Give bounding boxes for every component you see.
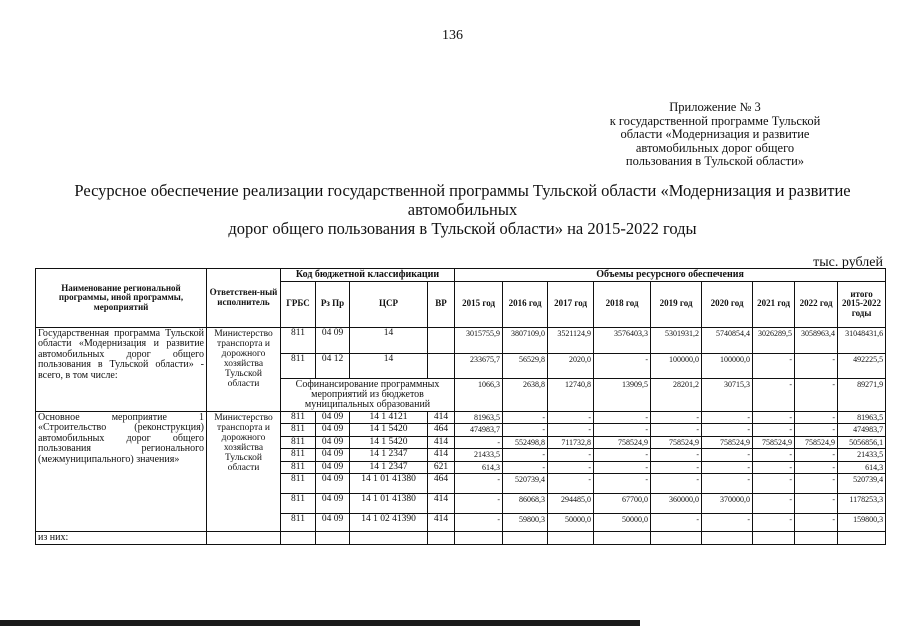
value-cell: 3015755,9 [455, 327, 503, 353]
value-cell: - [753, 424, 795, 437]
value-cell: - [795, 474, 838, 494]
value-cell: - [651, 514, 702, 532]
value-cell: - [753, 474, 795, 494]
value-cell: - [594, 461, 651, 474]
code-csr: 14 1 2347 [350, 449, 428, 462]
value-cell: - [753, 449, 795, 462]
title-line: Ресурсное обеспечение реализации государственной программы Тульской области «Модернизация и развитие автомобильных [74, 181, 851, 219]
header-year: 2019 год [651, 281, 702, 327]
header-year: 2020 год [702, 281, 753, 327]
value-cell: - [594, 353, 651, 378]
value-cell: 758524,9 [753, 436, 795, 449]
value-cell: - [702, 424, 753, 437]
value-cell: - [795, 424, 838, 437]
code-vr: 414 [428, 514, 455, 532]
appendix-line: Приложение № 3 [669, 100, 761, 114]
value-cell: - [594, 474, 651, 494]
value-cell: - [503, 424, 548, 437]
value-cell: - [548, 474, 594, 494]
empty-cell [503, 532, 548, 545]
value-cell: 100000,0 [651, 353, 702, 378]
code-vr: 414 [428, 436, 455, 449]
code-rzpr: 04 09 [316, 411, 350, 424]
header-year: 2017 год [548, 281, 594, 327]
program-name: Государственная программа Тульской области «Модернизация и развитие автомобильных дорог общего пользования в Тульской области» - всего, в том числе: [36, 327, 207, 411]
code-rzpr: 04 09 [316, 514, 350, 532]
value-cell: - [795, 449, 838, 462]
value-cell: - [651, 411, 702, 424]
code-csr: 14 1 01 41380 [350, 494, 428, 514]
program-executor: Министерство транспорта и дорожного хозяйства Тульской области [207, 327, 281, 411]
code-grbs: 811 [281, 461, 316, 474]
value-cell: - [548, 461, 594, 474]
empty-cell [281, 532, 316, 545]
value-total: 474983,7 [838, 424, 886, 437]
code-csr: 14 1 5420 [350, 424, 428, 437]
value-cell: - [702, 474, 753, 494]
event-executor: Министерство транспорта и дорожного хозяйства Тульской области [207, 411, 281, 532]
value-cell: 100000,0 [702, 353, 753, 378]
code-csr: 14 1 01 41380 [350, 474, 428, 494]
header-vr: ВР [428, 281, 455, 327]
value-cell: - [651, 449, 702, 462]
value-cell: 711732,8 [548, 436, 594, 449]
value-cell: 474983,7 [455, 424, 503, 437]
value-cell: - [702, 449, 753, 462]
empty-cell [455, 532, 503, 545]
value-cell: 81963,5 [455, 411, 503, 424]
value-cell: 21433,5 [455, 449, 503, 462]
appendix-line: области «Модернизация и развитие [620, 127, 810, 141]
code-grbs: 811 [281, 353, 316, 378]
value-cell: - [455, 474, 503, 494]
header-csr: ЦСР [350, 281, 428, 327]
empty-cell [428, 532, 455, 545]
value-cell: 2638,8 [503, 378, 548, 411]
value-total: 5056856,1 [838, 436, 886, 449]
value-cell: - [795, 514, 838, 532]
appendix-line: к государственной программе Тульской [609, 113, 821, 128]
code-rzpr: 04 09 [316, 461, 350, 474]
value-cell: 13909,5 [594, 378, 651, 411]
code-grbs: 811 [281, 474, 316, 494]
header-year: 2021 год [753, 281, 795, 327]
value-cell: 233675,7 [455, 353, 503, 378]
table-row [36, 532, 886, 545]
value-cell: 520739,4 [503, 474, 548, 494]
units-label: тыс. рублей [813, 255, 883, 270]
resource-table [35, 268, 886, 545]
code-rzpr: 04 09 [316, 424, 350, 437]
value-cell: - [548, 424, 594, 437]
value-cell: - [702, 514, 753, 532]
header-program: Наименование региональной программы, иной программы, мероприятий [36, 269, 207, 328]
value-cell: 50000,0 [594, 514, 651, 532]
value-cell: - [594, 424, 651, 437]
value-total: 614,3 [838, 461, 886, 474]
value-cell: - [702, 461, 753, 474]
empty-cell [651, 532, 702, 545]
value-total: 492225,5 [838, 353, 886, 378]
value-cell: - [455, 436, 503, 449]
code-vr: 414 [428, 494, 455, 514]
code-rzpr: 04 09 [316, 494, 350, 514]
value-cell: 758524,9 [795, 436, 838, 449]
value-cell: - [795, 378, 838, 411]
value-cell: 758524,9 [594, 436, 651, 449]
value-cell: - [651, 474, 702, 494]
value-cell: - [594, 449, 651, 462]
value-cell: 614,3 [455, 461, 503, 474]
value-cell: 370000,0 [702, 494, 753, 514]
value-total: 81963,5 [838, 411, 886, 424]
value-cell: 1066,3 [455, 378, 503, 411]
empty-cell [316, 532, 350, 545]
value-total: 89271,9 [838, 378, 886, 411]
code-grbs: 811 [281, 327, 316, 353]
empty-cell [207, 532, 281, 545]
code-grbs: 811 [281, 449, 316, 462]
value-cell: - [753, 353, 795, 378]
value-cell: 5301931,2 [651, 327, 702, 353]
header-year: 2018 год [594, 281, 651, 327]
value-cell: - [651, 461, 702, 474]
code-csr: 14 1 2347 [350, 461, 428, 474]
value-cell: 3576403,3 [594, 327, 651, 353]
code-grbs: 811 [281, 514, 316, 532]
value-cell: - [503, 461, 548, 474]
code-csr: 14 1 4121 [350, 411, 428, 424]
value-cell: - [503, 411, 548, 424]
code-vr: 414 [428, 449, 455, 462]
value-cell: 59800,3 [503, 514, 548, 532]
code-rzpr: 04 09 [316, 327, 350, 353]
code-grbs: 811 [281, 411, 316, 424]
page-number: 136 [442, 28, 463, 43]
value-cell: - [702, 411, 753, 424]
table-row [36, 411, 886, 424]
code-vr [428, 327, 455, 353]
document-title [40, 181, 885, 238]
appendix-line: пользования в Тульской области» [625, 154, 805, 168]
value-cell: 86068,3 [503, 494, 548, 514]
value-cell: - [548, 411, 594, 424]
value-total: 520739,4 [838, 474, 886, 494]
footer-bar [0, 620, 640, 626]
code-csr: 14 1 5420 [350, 436, 428, 449]
value-cell: 758524,9 [702, 436, 753, 449]
value-cell: 3026289,5 [753, 327, 795, 353]
value-cell: - [503, 449, 548, 462]
code-rzpr: 04 09 [316, 474, 350, 494]
value-cell: 12740,8 [548, 378, 594, 411]
code-csr: 14 1 02 41390 [350, 514, 428, 532]
value-cell: - [795, 353, 838, 378]
code-vr: 464 [428, 474, 455, 494]
event-name: Основное мероприятие 1 «Строительство (реконструкция) автомобильных дорог общего пользования регионального (межмуниципального) значения» [36, 411, 207, 532]
value-cell: - [651, 424, 702, 437]
value-cell: 758524,9 [651, 436, 702, 449]
code-csr: 14 [350, 327, 428, 353]
cofinancing-label: Софинансирование программных мероприятий из бюджетов муниципальных образований [281, 378, 455, 411]
value-cell: - [753, 461, 795, 474]
value-cell: - [594, 411, 651, 424]
value-cell: 30715,3 [702, 378, 753, 411]
empty-cell [702, 532, 753, 545]
code-csr: 14 [350, 353, 428, 378]
header-year: 2015 год [455, 281, 503, 327]
appendix-line: автомобильных дорог общего [635, 140, 795, 155]
value-total: 31048431,6 [838, 327, 886, 353]
header-executor: Ответствен-ный исполнитель [207, 269, 281, 328]
value-cell: 67700,0 [594, 494, 651, 514]
header-grbs: ГРБС [281, 281, 316, 327]
empty-cell [795, 532, 838, 545]
code-rzpr: 04 12 [316, 353, 350, 378]
appendix-block [585, 101, 845, 169]
header-year: 2022 год [795, 281, 838, 327]
table-row [36, 327, 886, 353]
value-total: 1178253,3 [838, 494, 886, 514]
value-cell: - [455, 494, 503, 514]
value-cell: 28201,2 [651, 378, 702, 411]
value-cell: 552498,8 [503, 436, 548, 449]
value-total: 159800,3 [838, 514, 886, 532]
value-cell: 2020,0 [548, 353, 594, 378]
value-cell: 294485,0 [548, 494, 594, 514]
code-vr: 621 [428, 461, 455, 474]
title-line: дорог общего пользования в Тульской области» на 2015-2022 годы [228, 219, 697, 238]
value-cell: - [795, 494, 838, 514]
value-cell: 3058963,4 [795, 327, 838, 353]
subheader-label: из них: [36, 532, 207, 545]
header-total: итого 2015-2022 годы [838, 281, 886, 327]
value-cell: - [753, 494, 795, 514]
code-vr: 414 [428, 411, 455, 424]
code-vr: 464 [428, 424, 455, 437]
empty-cell [548, 532, 594, 545]
value-cell: - [753, 378, 795, 411]
value-cell: 3521124,9 [548, 327, 594, 353]
value-cell: 50000,0 [548, 514, 594, 532]
code-rzpr: 04 09 [316, 449, 350, 462]
value-cell: 5740854,4 [702, 327, 753, 353]
value-cell: 56529,8 [503, 353, 548, 378]
value-cell: - [795, 411, 838, 424]
empty-cell [350, 532, 428, 545]
code-grbs: 811 [281, 424, 316, 437]
header-budget-code: Код бюджетной классификации [281, 269, 455, 282]
empty-cell [753, 532, 795, 545]
value-cell: 360000,0 [651, 494, 702, 514]
header-year: 2016 год [503, 281, 548, 327]
empty-cell [594, 532, 651, 545]
code-grbs: 811 [281, 436, 316, 449]
value-total: 21433,5 [838, 449, 886, 462]
value-cell: - [795, 461, 838, 474]
value-cell: - [753, 411, 795, 424]
value-cell: - [548, 449, 594, 462]
code-rzpr: 04 09 [316, 436, 350, 449]
code-vr [428, 353, 455, 378]
value-cell: - [455, 514, 503, 532]
header-rzpr: Рз Пр [316, 281, 350, 327]
empty-cell [838, 532, 886, 545]
header-volumes: Объемы ресурсного обеспечения [455, 269, 886, 282]
code-grbs: 811 [281, 494, 316, 514]
value-cell: 3807109,0 [503, 327, 548, 353]
value-cell: - [753, 514, 795, 532]
